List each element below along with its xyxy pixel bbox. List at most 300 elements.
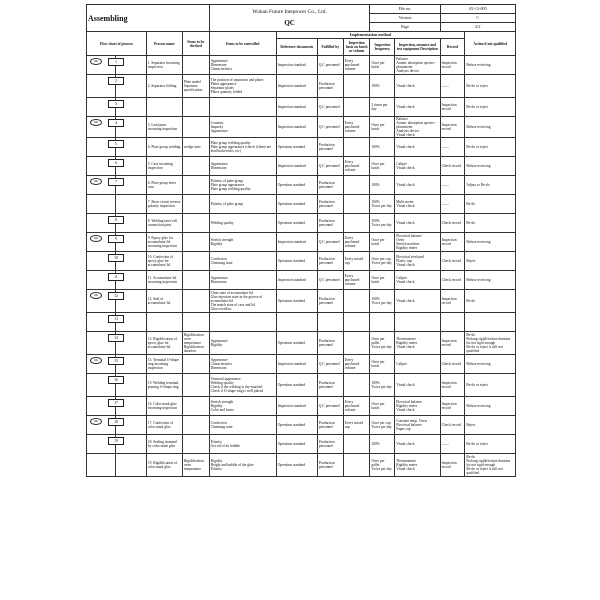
fulfilled-by-cell: Q.C personnel (317, 56, 343, 75)
frequency-cell: Once per batch (370, 355, 395, 374)
flow-step-box: 13 (108, 315, 124, 323)
table-row (87, 56, 516, 75)
table-row (87, 252, 516, 271)
frequency-cell: Once per cup Twice per day (370, 416, 395, 435)
items-controlled-cell: Stretch strength Rigidity (209, 233, 276, 252)
equipment-cell: Multi-meter Visual check (395, 195, 440, 214)
record-cell (440, 313, 465, 332)
frequency-cell: 100% Twice per day (370, 374, 395, 397)
flow-step-box: 19 (108, 437, 124, 445)
items-checked-cell (182, 416, 209, 435)
action-cell: Re-do (465, 214, 516, 233)
items-checked-cell (182, 271, 209, 290)
items-checked-cell (182, 435, 209, 454)
inspection-basis-cell (343, 98, 370, 117)
reference-cell: Operation standard (276, 416, 317, 435)
flow-chart-cell (87, 98, 147, 117)
action-cell: Re-do (465, 195, 516, 214)
record-cell: Inspection record (440, 233, 465, 252)
items-checked-cell: Rigidification oven temperature (182, 454, 209, 477)
flow-chart-cell (87, 416, 147, 435)
equipment-cell: Visual check (395, 290, 440, 313)
items-controlled-cell: Stretch strength Rigidity Color and luster (209, 397, 276, 416)
page-label: Page (370, 23, 440, 32)
process-name-cell: 10. Confection of epoxy glue for accumulator lid (146, 252, 182, 271)
frequency-cell: 100% (370, 176, 395, 195)
action-cell: Refuse receiving (465, 397, 516, 416)
flow-step-box: 2 (108, 77, 124, 85)
items-checked-cell (182, 157, 209, 176)
items-checked-cell (182, 98, 209, 117)
col-fulfilled: Fulfilled by (317, 39, 343, 56)
items-checked-cell (182, 252, 209, 271)
process-name-cell: 14. Terminal O-shape ring incoming inspection (146, 355, 182, 374)
fulfilled-by-cell: Q.C personnel (317, 117, 343, 138)
record-cell: Check record (440, 214, 465, 233)
inspection-basis-cell (343, 374, 370, 397)
action-cell: Refuse receiving (465, 117, 516, 138)
frequency-cell: Once per batch (370, 157, 395, 176)
frequency-cell: 2 times per day (370, 98, 395, 117)
fulfilled-by-cell: Q.C personnel (317, 157, 343, 176)
table-row (87, 233, 516, 252)
process-name-cell: 13. Rigidification of epoxy glue for accumulator lid (146, 332, 182, 355)
flow-step-box: 3 (108, 100, 124, 108)
table-row (87, 397, 516, 416)
flow-step-box: 15 (108, 357, 124, 365)
flow-chart-cell (87, 75, 147, 98)
process-name-cell: 8. Welding inter-cell connection parts (146, 214, 182, 233)
items-controlled-cell: Welding quality (209, 214, 276, 233)
record-cell: Inspection record (440, 332, 465, 355)
flow-step-box: 9 (108, 235, 124, 243)
process-name-cell: 19. Rigidification of color mark glue (146, 454, 182, 477)
frequency-cell: 100% (370, 435, 395, 454)
record-cell: Inspection record (440, 117, 465, 138)
company-block (209, 5, 370, 32)
equipment-cell: Caliper (395, 355, 440, 374)
process-name-cell (146, 313, 182, 332)
items-controlled-cell: Appearance Dimension (209, 157, 276, 176)
inspection-basis-cell (343, 313, 370, 332)
action-cell: Re-do or reject (465, 138, 516, 157)
inspection-basis-cell (343, 435, 370, 454)
flow-step-box: 6 (108, 159, 124, 167)
flow-step-box: 18 (108, 418, 124, 426)
col-items-controlled: Items to be controlled (209, 32, 276, 56)
flow-connector (115, 454, 116, 476)
inspection-basis-cell: Every purchased volume (343, 157, 370, 176)
flow-decision-oval: OK (90, 357, 102, 364)
col-items-checked: Items to be checked (182, 32, 209, 56)
flow-step-box: 8 (108, 216, 124, 224)
table-row (87, 214, 516, 233)
action-cell: Re-do or reject (465, 435, 516, 454)
items-controlled-cell: Contents Impurity Appearance (209, 117, 276, 138)
flow-step-box: 4 (108, 119, 124, 127)
record-cell: Inspection record (440, 374, 465, 397)
table-row (87, 117, 516, 138)
process-name-cell (146, 98, 182, 117)
inspection-basis-cell (343, 176, 370, 195)
version-value: C (440, 14, 515, 23)
equipment-cell: Electrical balance Oven Stretch machine Rigidity meter (395, 233, 440, 252)
action-cell: Re-do Prolong rigidification duration for not rigid enough Re-do or reject if still not qualified (465, 332, 516, 355)
fulfilled-by-cell: Production personnel (317, 214, 343, 233)
reference-cell: Operation standard (276, 332, 317, 355)
flow-connector (115, 195, 116, 213)
flow-chart-cell (87, 374, 147, 397)
flow-step-box: 12 (108, 292, 124, 300)
flow-chart-cell (87, 397, 147, 416)
record-cell: —— (440, 75, 465, 98)
col-equipment: Inspection, measure and test equipment Description (395, 39, 440, 56)
flow-decision-oval: OK (90, 119, 102, 126)
flow-decision-oval: OK (90, 292, 102, 299)
items-checked-cell (182, 355, 209, 374)
reference-cell: Inspection standard (276, 397, 317, 416)
equipment-cell: Balance Atomic absorption spectro-photometer Analysis device (395, 56, 440, 75)
flow-chart-cell (87, 252, 147, 271)
frequency-cell: 100% (370, 75, 395, 98)
table-row (87, 435, 516, 454)
flow-step-box: 16 (108, 376, 124, 384)
action-cell: Reject (465, 252, 516, 271)
fulfilled-by-cell: Q.C personnel (317, 233, 343, 252)
equipment-cell: Visual check (395, 75, 440, 98)
record-cell: Check record (440, 252, 465, 271)
qc-document (86, 4, 516, 596)
items-controlled-cell: Appearance Characteristics Dimension (209, 355, 276, 374)
record-cell: —— (440, 435, 465, 454)
action-cell (465, 313, 516, 332)
equipment-cell: Electrical steelyard Plastic cup Visual check (395, 252, 440, 271)
items-controlled-cell: Plate group welding quality Plate group appearance (check if there are lead broken bits, etc) (209, 138, 276, 157)
frequency-cell: 100% (370, 138, 395, 157)
flow-step-box: 5 (108, 140, 124, 148)
flow-step-box: 1 (108, 58, 124, 66)
flow-chart-cell (87, 454, 147, 477)
process-name-cell: 9. Epoxy glue for accumulator lid incoming inspection (146, 233, 182, 252)
table-row (87, 157, 516, 176)
action-cell: Re-do or reject (465, 75, 516, 98)
fulfilled-by-cell: Production personnel (317, 290, 343, 313)
reference-cell (276, 313, 317, 332)
flow-chart-cell (87, 332, 147, 355)
items-controlled-cell: Appearance Rigidity (209, 332, 276, 355)
reference-cell: Operation standard (276, 290, 317, 313)
flow-chart-cell (87, 435, 147, 454)
table-row (87, 374, 516, 397)
file-no-label: File no. (370, 5, 440, 14)
table-row (87, 75, 516, 98)
items-controlled-cell: Polarity Get rid of air bubble (209, 435, 276, 454)
inspection-basis-cell: Every purchased volume (343, 271, 370, 290)
process-name-cell: 16. Color mark glue incoming inspection (146, 397, 182, 416)
inspection-basis-cell (343, 214, 370, 233)
reference-cell: Inspection standard (276, 233, 317, 252)
equipment-cell: Caliper Visual check (395, 271, 440, 290)
equipment-cell: Electrical balance Rigidity meter Visual check (395, 397, 440, 416)
inspection-basis-cell (343, 332, 370, 355)
equipment-cell: Visual check (395, 176, 440, 195)
action-cell: Refuse receiving (465, 56, 516, 75)
items-controlled-cell: The position of separators and plates Plates appearance Separator plates Plates quantity folded (209, 75, 276, 98)
fulfilled-by-cell: Production personnel (317, 332, 343, 355)
reference-cell: Inspection standard (276, 75, 317, 98)
reference-cell: Inspection standard (276, 271, 317, 290)
inspection-basis-cell (343, 454, 370, 477)
col-flow-chart: Flow chart of process (87, 32, 147, 56)
frequency-cell (370, 313, 395, 332)
flow-chart-cell (87, 56, 147, 75)
frequency-cell: 100% Twice per day (370, 195, 395, 214)
col-record: Record (440, 39, 465, 56)
items-checked-cell (182, 290, 209, 313)
fulfilled-by-cell: Production personnel (317, 374, 343, 397)
flow-chart-cell (87, 157, 147, 176)
items-controlled-cell: Terminal appearance Welding quality Check if the welding is dry-mucked Check if O-shape ring is well placed (209, 374, 276, 397)
items-controlled-cell: Rigidity Height and bubble of the glue Polarity (209, 454, 276, 477)
items-checked-cell (182, 233, 209, 252)
items-checked-cell (182, 374, 209, 397)
record-cell: —— (440, 176, 465, 195)
process-name-cell: 11. Accumulator lid incoming inspection (146, 271, 182, 290)
record-cell: Inspection record (440, 397, 465, 416)
frequency-cell: Once per pallet Twice per day (370, 332, 395, 355)
process-name-cell: 7. Short circuit reverse polarity inspection (146, 195, 182, 214)
flow-step-box: 11 (108, 273, 124, 281)
col-implementation: Implementation method (276, 32, 465, 39)
equipment-cell: Thermometer Rigidity meter Visual check (395, 332, 440, 355)
table-row (87, 454, 516, 477)
inspection-basis-cell (343, 195, 370, 214)
col-inspection-basis: Inspection basis on batch or volume (343, 39, 370, 56)
process-name-cell: 1. Separator incoming inspection (146, 56, 182, 75)
items-controlled-cell: Appearance Dimension (209, 271, 276, 290)
reference-cell: Inspection standard (276, 117, 317, 138)
inspection-basis-cell: Every mixed cup (343, 416, 370, 435)
process-name-cell: 18. Sealing terminal by color mark glue (146, 435, 182, 454)
record-cell: Inspection record (440, 56, 465, 75)
flow-chart-cell (87, 313, 147, 332)
flow-decision-oval: OK (90, 418, 102, 425)
equipment-cell: Visual check (395, 435, 440, 454)
action-cell: Adjust or Re-do (465, 176, 516, 195)
fulfilled-by-cell (317, 313, 343, 332)
action-cell: Reject (465, 416, 516, 435)
flow-decision-oval: OK (90, 178, 102, 185)
flow-chart-cell (87, 195, 147, 214)
table-row (87, 313, 516, 332)
flow-chart-cell (87, 176, 147, 195)
items-checked-cell (182, 117, 209, 138)
equipment-cell: Visual check (395, 98, 440, 117)
fulfilled-by-cell: Production personnel (317, 176, 343, 195)
table-row (87, 195, 516, 214)
equipment-cell: Caliper Visual check (395, 157, 440, 176)
process-name-cell: 12. Seal of accumulator lid (146, 290, 182, 313)
frequency-cell: Once per batch (370, 271, 395, 290)
items-checked-cell (182, 176, 209, 195)
flow-step-box: 10 (108, 254, 124, 262)
fulfilled-by-cell: Q.C personnel (317, 397, 343, 416)
record-cell: —— (440, 195, 465, 214)
frequency-cell: Once per batch (370, 397, 395, 416)
flow-chart-cell (87, 290, 147, 313)
items-controlled-cell: Clear state of accumulator lid Glue injection state in the groove of accumulator lid The match state of case and lid Glue overflow (209, 290, 276, 313)
items-controlled-cell: Polarity of plate group (209, 195, 276, 214)
inspection-basis-cell (343, 75, 370, 98)
fulfilled-by-cell: Production personnel (317, 435, 343, 454)
items-checked-cell (182, 195, 209, 214)
equipment-cell: Thermometer Rigidity meter Visual check (395, 454, 440, 477)
table-row (87, 355, 516, 374)
frequency-cell: 100% Twice per day (370, 290, 395, 313)
action-cell: Re-do Prolong rigidification duration for not rigid enough Re-do or reject if still not qualified (465, 454, 516, 477)
reference-cell: Inspection standard (276, 355, 317, 374)
qc-table (86, 4, 516, 477)
flow-step-box: 7 (108, 178, 124, 186)
frequency-cell: Once per pallet Twice per day (370, 454, 395, 477)
reference-cell: Operation standard (276, 176, 317, 195)
process-name-cell: 4. Plate group welding (146, 138, 182, 157)
table-row (87, 271, 516, 290)
action-cell: Refuse receiving (465, 233, 516, 252)
equipment-cell (395, 313, 440, 332)
items-controlled-cell: Polarity of plate group Plate group appearance Plate group welding quality (209, 176, 276, 195)
frequency-cell: Once per batch (370, 233, 395, 252)
version-label: Version (370, 14, 440, 23)
fulfilled-by-cell: Production personnel (317, 75, 343, 98)
items-controlled-cell (209, 313, 276, 332)
reference-cell: Operation standard (276, 454, 317, 477)
flow-step-box: 17 (108, 399, 124, 407)
inspection-basis-cell: Every purchased volume (343, 117, 370, 138)
flow-chart-cell (87, 233, 147, 252)
flow-step-box: 14 (108, 334, 124, 342)
page-value: 2/2 (440, 23, 515, 32)
items-checked-cell: Plate model Separator specification (182, 75, 209, 98)
fulfilled-by-cell: Production personnel (317, 195, 343, 214)
record-cell: —— (440, 138, 465, 157)
flow-chart-cell (87, 271, 147, 290)
fulfilled-by-cell: Production personnel (317, 454, 343, 477)
process-name-cell: 17. Confection of color mark glue (146, 416, 182, 435)
reference-cell: Operation standard (276, 138, 317, 157)
reference-cell: Operation standard (276, 435, 317, 454)
record-cell: Check record (440, 416, 465, 435)
inspection-basis-cell: Every purchased volume (343, 397, 370, 416)
equipment-cell: Visual check (395, 214, 440, 233)
items-controlled-cell (209, 98, 276, 117)
fulfilled-by-cell: Q.C personnel (317, 355, 343, 374)
process-name-cell: 2. Separator folding (146, 75, 182, 98)
record-cell: Check record (440, 157, 465, 176)
flow-chart-cell (87, 214, 147, 233)
items-checked-cell (182, 56, 209, 75)
items-controlled-cell: Confection Charming state (209, 416, 276, 435)
action-cell: Re-do or reject (465, 374, 516, 397)
flow-decision-oval: OK (90, 58, 102, 65)
inspection-basis-cell: Every purchased volume (343, 355, 370, 374)
items-checked-cell (182, 397, 209, 416)
action-cell: Refuse receiving (465, 157, 516, 176)
action-cell: Re-do (465, 290, 516, 313)
items-checked-cell (182, 313, 209, 332)
process-name-cell: 6. Plate group enter case (146, 176, 182, 195)
col-process-name: Process name (146, 32, 182, 56)
items-checked-cell (182, 214, 209, 233)
reference-cell: Inspection standard (276, 56, 317, 75)
record-cell: Inspection record (440, 98, 465, 117)
file-no-value: JG-13-005 (440, 5, 515, 14)
process-name-cell: 15. Welding terminal, pouring O-shape ring (146, 374, 182, 397)
frequency-cell: Once per batch (370, 56, 395, 75)
table-row (87, 332, 516, 355)
equipment-cell: Balance Atomic absorption spectro-photometer Analysis device Visual check (395, 117, 440, 138)
inspection-basis-cell: Every purchased volume (343, 233, 370, 252)
reference-cell: Inspection standard (276, 98, 317, 117)
record-cell: Check record (440, 271, 465, 290)
fulfilled-by-cell: Production personnel (317, 416, 343, 435)
inspection-basis-cell (343, 290, 370, 313)
table-row (87, 176, 516, 195)
record-cell: Inspection record (440, 290, 465, 313)
flow-decision-oval: OK (90, 235, 102, 242)
frequency-cell: Once per cup Twice per day (370, 252, 395, 271)
fulfilled-by-cell: Q.C personnel (317, 271, 343, 290)
flow-chart-cell (87, 138, 147, 157)
document-title: Assembling (87, 5, 210, 32)
reference-cell: Operation standard (276, 252, 317, 271)
reference-cell: Inspection standard (276, 157, 317, 176)
items-checked-cell: wedge state (182, 138, 209, 157)
inspection-basis-cell: Every purchased volume (343, 56, 370, 75)
reference-cell: Operation standard (276, 214, 317, 233)
items-controlled-cell: Confection Charming state (209, 252, 276, 271)
equipment-cell: Visual check (395, 138, 440, 157)
items-controlled-cell: Appearance Dimension Characteristics (209, 56, 276, 75)
table-row (87, 98, 516, 117)
col-action: Action if not qualified (465, 32, 516, 56)
items-checked-cell: Rigidification oven temperature Rigidification duration (182, 332, 209, 355)
action-cell: Re-do or reject (465, 98, 516, 117)
inspection-basis-cell: Every mixed cup (343, 252, 370, 271)
fulfilled-by-cell: Production personnel (317, 138, 343, 157)
col-frequency: Inspection frequency (370, 39, 395, 56)
record-cell: Inspection record (440, 454, 465, 477)
document-subtitle: QC (284, 19, 295, 27)
process-name-cell: 5. Case incoming inspection (146, 157, 182, 176)
frequency-cell: Once per batch (370, 117, 395, 138)
reference-cell: Operation standard (276, 195, 317, 214)
action-cell: Refuse receiving (465, 271, 516, 290)
record-cell: Check record (440, 355, 465, 374)
process-name-cell: 3. Lead parts incoming inspection (146, 117, 182, 138)
inspection-basis-cell (343, 138, 370, 157)
flow-chart-cell (87, 355, 147, 374)
fulfilled-by-cell: Production personnel (317, 252, 343, 271)
frequency-cell: 100% Twice per day (370, 214, 395, 233)
equipment-cell: Constant temp. Oven Electrical balance Paper cup (395, 416, 440, 435)
table-row (87, 290, 516, 313)
action-cell: Refuse receiving (465, 355, 516, 374)
col-reference: Reference documents (276, 39, 317, 56)
equipment-cell: Visual check (395, 374, 440, 397)
fulfilled-by-cell: Q.C personnel (317, 98, 343, 117)
table-row (87, 138, 516, 157)
